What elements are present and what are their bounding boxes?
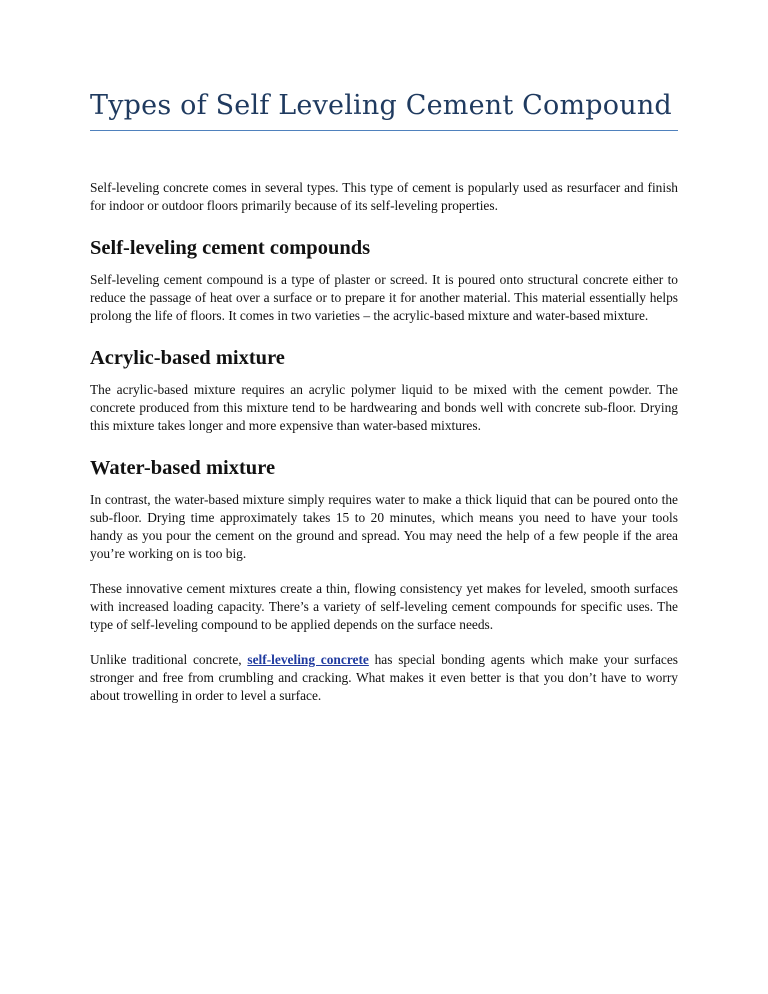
heading-acrylic-based-mixture: Acrylic-based mixture: [90, 347, 285, 369]
paragraph-innovative-mixtures: These innovative cement mixtures create a thin, flowing consistency yet makes for leveled, smooth surfaces with increased loading capacity. There’s a variety of self-leveling cement compounds for specific uses. The type of self-leveling compound to be applied depends on the surface needs.: [90, 581, 678, 632]
closing-text-before-link: Unlike traditional concrete,: [90, 652, 248, 667]
document-title: Types of Self Leveling Cement Compound: [90, 88, 678, 131]
paragraph-water-based-mixture: In contrast, the water-based mixture simply requires water to make a thick liquid that can be poured onto the sub-floor. Drying time approximately takes 15 to 20 minutes, which means you need to have your tools handy as you pour the cement on the ground and spread. You may need the help of a few people if the area you’re working on is too big.: [90, 492, 678, 561]
paragraph-acrylic-based-mixture: The acrylic-based mixture requires an acrylic polymer liquid to be mixed with the cement powder. The concrete produced from this mixture tend to be hardwearing and bonds well with concrete sub-floor. Drying this mixture takes longer and more expensive than water-based mixtures.: [90, 382, 678, 433]
intro-paragraph: Self-leveling concrete comes in several types. This type of cement is popularly used as resurfacer and finish for indoor or outdoor floors primarily because of its self-leveling properties.: [90, 180, 678, 213]
closing-text-after-link: has special bonding agents which make your surfaces stronger and free from crumbling and cracking. What makes it even better is that you don’t have to worry about trowelling in order to level a surface.: [90, 652, 679, 703]
heading-water-based-mixture: Water-based mixture: [90, 457, 276, 479]
paragraph-closing: [90, 651, 678, 705]
document-page: [90, 88, 678, 705]
paragraph-self-leveling-cement-compounds: Self-leveling cement compound is a type of plaster or screed. It is poured onto structural concrete either to reduce the passage of heat over a surface or to prepare it for another material. This material essentially helps prolong the life of floors. It comes in two varieties – the acrylic-based mixture and water-based mixture.: [90, 272, 678, 323]
heading-self-leveling-cement-compounds: Self-leveling cement compounds: [90, 237, 371, 259]
self-leveling-concrete-link[interactable]: self-leveling concrete: [247, 652, 369, 667]
